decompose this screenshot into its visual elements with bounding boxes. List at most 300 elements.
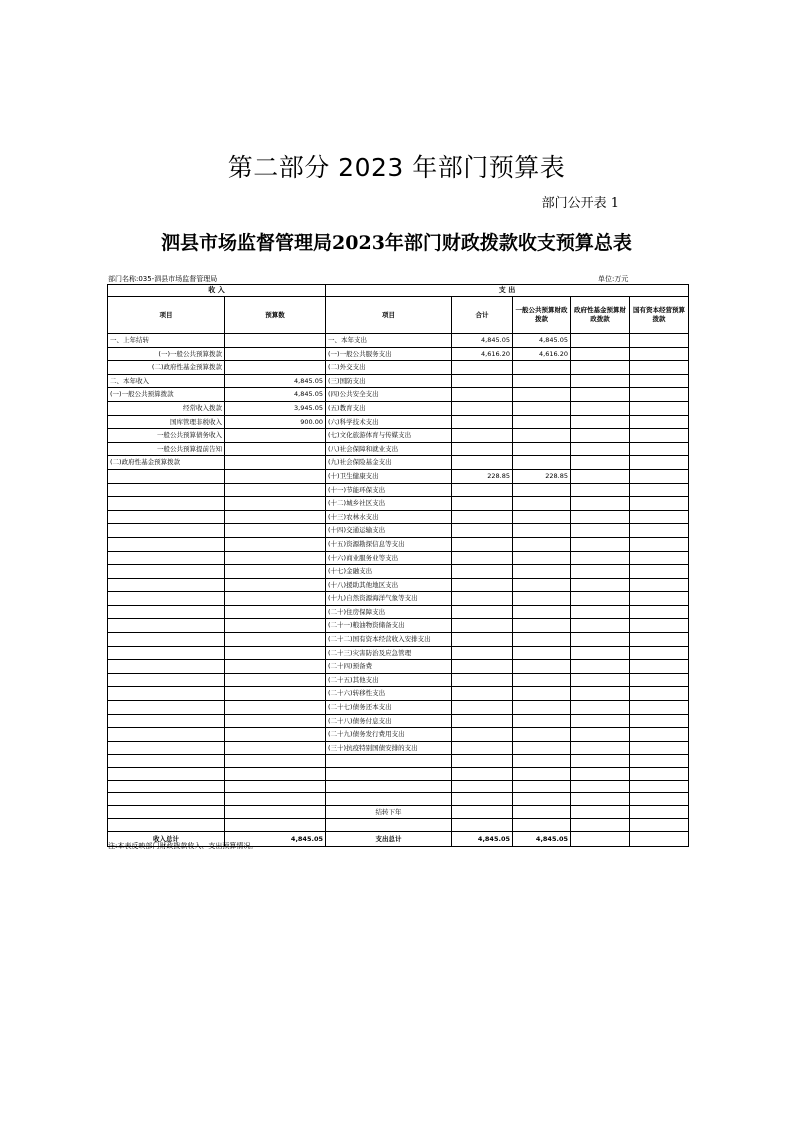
income-amount-cell [225,578,326,592]
expense-general-cell [513,401,571,415]
table-row [108,537,689,551]
expense-capital-cell [630,714,689,728]
expense-capital-cell [630,805,689,819]
income-amount-cell [225,819,326,832]
expense-item-cell [326,780,452,793]
expense-fund-cell [571,646,630,660]
table-row [108,819,689,832]
expense-capital-cell [630,619,689,633]
expense-total-cell [452,497,513,511]
expense-total-cell [452,565,513,579]
expense-capital-cell [630,605,689,619]
income-total-label: 收入总计 [108,831,225,846]
income-item-cell: 一、上年结转 [108,334,225,348]
income-item-cell [108,701,225,715]
income-item-cell [108,524,225,538]
table-row [108,334,689,348]
income-amount-cell [225,780,326,793]
expense-item-cell: (十一)节能环保支出 [326,483,452,497]
income-item-cell: 二、本年收入 [108,374,225,388]
expense-fund-cell [571,334,630,348]
expense-item-cell: (五)教育支出 [326,401,452,415]
expense-item-cell: (二)外交支出 [326,361,452,375]
expense-capital-cell [630,334,689,348]
income-amount-cell [225,442,326,456]
expense-item-cell: (二十一)粮油物资储备支出 [326,619,452,633]
expense-fund-cell [571,673,630,687]
income-amount-cell [225,728,326,742]
expense-capital-cell [630,673,689,687]
expense-total-cell [452,442,513,456]
main-title: 泗县市场监督管理局2023年部门财政拨款收支预算总表 [161,232,632,254]
expense-capital-cell [630,429,689,443]
expense-general-cell [513,780,571,793]
expense-capital-cell [630,442,689,456]
expense-capital-cell [630,793,689,806]
expense-general-cell [513,483,571,497]
income-item-cell: 一般公共预算提前告知 [108,442,225,456]
expense-capital-cell [630,768,689,781]
income-item-cell: (一)一般公共预算拨款 [108,347,225,361]
expense-capital-cell [630,347,689,361]
income-item-cell: (二)政府性基金预算拨款 [108,456,225,470]
expense-fund-cell [571,660,630,674]
income-amount-cell [225,551,326,565]
table-row [108,578,689,592]
expense-capital-cell [630,646,689,660]
expense-item-cell: (十九)自然资源海洋气象等支出 [326,592,452,606]
table-row [108,469,689,483]
expense-fund-cell [571,469,630,483]
expense-capital-cell [630,741,689,755]
income-item-cell [108,768,225,781]
income-item-cell [108,714,225,728]
expense-total-cell [452,768,513,781]
income-item-cell [108,605,225,619]
expense-fund-cell [571,755,630,768]
budget-summary-table [107,284,689,847]
expense-item-cell: (二十九)债务发行费用支出 [326,728,452,742]
expense-item-cell [326,819,452,832]
expense-general-cell [513,646,571,660]
income-item-cell [108,592,225,606]
expense-fund-cell [571,592,630,606]
table-row [108,565,689,579]
expense-general-cell [513,660,571,674]
expense-fund-cell [571,741,630,755]
expense-capital-cell [630,524,689,538]
expense-total-cell [452,429,513,443]
expense-general-cell [513,510,571,524]
income-amount-cell [225,619,326,633]
expense-total-cell [452,510,513,524]
col-state-capital: 国有资本经营预算拨款 [630,297,689,334]
expense-total-cell [452,780,513,793]
income-item-cell: 一般公共预算债务收入 [108,429,225,443]
income-amount-cell [225,483,326,497]
income-amount-cell [225,347,326,361]
expense-item-cell: (二十七)债务还本支出 [326,701,452,715]
income-item-cell [108,793,225,806]
expense-total-cell [452,551,513,565]
expense-fund-cell [571,361,630,375]
expense-item-cell: (三)国防支出 [326,374,452,388]
income-amount-cell [225,469,326,483]
section-header-row [108,285,689,297]
expense-item-cell: (十七)金融支出 [326,565,452,579]
col-total: 合计 [452,297,513,334]
expense-total-cell [452,483,513,497]
expense-fund-cell [571,415,630,429]
income-amount-cell [225,429,326,443]
table-row [108,456,689,470]
expense-capital-cell [630,361,689,375]
expense-capital-cell [630,537,689,551]
expense-total-cell [452,741,513,755]
expense-capital-cell [630,633,689,647]
income-item-cell [108,510,225,524]
unit-label: 单位:万元 [598,275,629,283]
income-item-cell [108,805,225,819]
expense-item-cell: (一)一般公共服务支出 [326,347,452,361]
expense-capital-cell [630,701,689,715]
expense-capital-cell [630,592,689,606]
expense-fund-cell [571,456,630,470]
expense-item-cell: (六)科学技术支出 [326,415,452,429]
expense-total-cell [452,592,513,606]
expense-item-cell: (八)社会保障和就业支出 [326,442,452,456]
income-amount-cell [225,673,326,687]
expense-general-cell [513,578,571,592]
income-amount-cell: 4,845.05 [225,374,326,388]
income-amount-cell [225,334,326,348]
expense-general-cell [513,701,571,715]
expense-fund-cell [571,401,630,415]
expense-capital-cell [630,510,689,524]
income-item-cell: 国库管理非税收入 [108,415,225,429]
income-item-cell [108,780,225,793]
table-row [108,793,689,806]
income-item-cell [108,819,225,832]
expense-fund-cell [571,687,630,701]
expense-total-cell [452,619,513,633]
department-label: 部门名称:035-泗县市场监督管理局 [108,275,218,283]
expense-item-cell: (十)卫生健康支出 [326,469,452,483]
expense-item-cell: (三十)抗疫特别国债安排的支出 [326,741,452,755]
expense-total-cell [452,537,513,551]
table-row [108,374,689,388]
table-row [108,687,689,701]
income-item-cell [108,687,225,701]
income-amount-cell [225,456,326,470]
table-row [108,741,689,755]
table-row [108,551,689,565]
expense-fund-cell [571,714,630,728]
expense-fund-cell [571,578,630,592]
table-row [108,605,689,619]
income-item-cell [108,551,225,565]
expense-total: 4,845.05 [452,831,513,846]
table-row [108,347,689,361]
expense-total-cell [452,374,513,388]
expense-general-cell [513,497,571,511]
expense-fund-cell [571,388,630,402]
expense-total-cell [452,633,513,647]
expense-general-cell [513,633,571,647]
expense-general-cell [513,388,571,402]
expense-item-cell [326,755,452,768]
expense-total-general: 4,845.05 [513,831,571,846]
income-amount-cell [225,633,326,647]
expense-capital-cell [630,483,689,497]
col-expense-item: 项目 [326,297,452,334]
income-amount-cell [225,714,326,728]
expense-capital-cell [630,388,689,402]
expense-general-cell [513,619,571,633]
income-total-amount: 4,845.05 [225,831,326,846]
expense-capital-cell [630,415,689,429]
expense-total-cell [452,687,513,701]
income-amount-cell [225,793,326,806]
expense-general-cell [513,592,571,606]
expense-item-cell: (二十)住房保障支出 [326,605,452,619]
income-item-cell [108,497,225,511]
expense-general-cell [513,819,571,832]
income-amount-cell [225,701,326,715]
table-row [108,805,689,819]
expense-general-cell [513,524,571,538]
table-row [108,673,689,687]
income-header: 收 入 [108,285,326,297]
income-item-cell [108,537,225,551]
income-amount-cell [225,768,326,781]
income-amount-cell [225,605,326,619]
income-item-cell [108,646,225,660]
table-row [108,497,689,511]
expense-total-cell [452,361,513,375]
expense-general-cell [513,565,571,579]
income-item-cell [108,673,225,687]
table-row [108,388,689,402]
expense-general-cell [513,687,571,701]
expense-general-cell [513,741,571,755]
expense-capital-cell [630,456,689,470]
table-body [108,334,689,832]
expense-total-cell [452,714,513,728]
expense-general-cell [513,768,571,781]
expense-header: 支 出 [326,285,689,297]
expense-item-cell: (十六)商业服务业等支出 [326,551,452,565]
income-item-cell [108,660,225,674]
expense-total-cell [452,605,513,619]
expense-total-cell [452,660,513,674]
income-item-cell [108,619,225,633]
income-amount-cell [225,592,326,606]
expense-fund-cell [571,805,630,819]
income-amount-cell [225,755,326,768]
table-row [108,442,689,456]
income-item-cell [108,728,225,742]
table-row [108,728,689,742]
expense-total-fund [571,831,630,846]
expense-general-cell: 228.85 [513,469,571,483]
table-row [108,755,689,768]
expense-capital-cell [630,578,689,592]
table-row [108,415,689,429]
expense-item-cell: (二十五)其他支出 [326,673,452,687]
expense-fund-cell [571,768,630,781]
expense-total-cell: 4,845.05 [452,334,513,348]
table-row [108,660,689,674]
income-amount-cell [225,524,326,538]
table-row [108,646,689,660]
expense-total-cell [452,805,513,819]
expense-fund-cell [571,605,630,619]
expense-total-cell: 228.85 [452,469,513,483]
expense-fund-cell [571,819,630,832]
expense-item-cell: (十五)资源勘探信息等支出 [326,537,452,551]
income-item-cell: (一)一般公共预算拨款 [108,388,225,402]
expense-general-cell [513,755,571,768]
expense-fund-cell [571,633,630,647]
expense-capital-cell [630,565,689,579]
expense-fund-cell [571,429,630,443]
col-gov-fund: 政府性基金预算财政拨款 [571,297,630,334]
expense-item-cell: (十八)援助其他地区支出 [326,578,452,592]
expense-total-cell [452,755,513,768]
expense-item-cell: (二十二)国有资本经营收入安排支出 [326,633,452,647]
expense-total-cell [452,646,513,660]
expense-item-cell: 一、本年支出 [326,334,452,348]
income-amount-cell [225,741,326,755]
expense-item-cell: (二十八)债务付息支出 [326,714,452,728]
expense-general-cell [513,605,571,619]
expense-fund-cell [571,793,630,806]
income-item-cell: 经常收入拨款 [108,401,225,415]
expense-total-cell [452,388,513,402]
expense-fund-cell [571,619,630,633]
expense-item-cell [326,768,452,781]
table-row [108,361,689,375]
table-row [108,619,689,633]
expense-total-cell [452,456,513,470]
expense-item-cell: (二十六)转移性支出 [326,687,452,701]
expense-total-cell [452,673,513,687]
expense-fund-cell [571,497,630,511]
col-income-item: 项目 [108,297,225,334]
expense-general-cell [513,361,571,375]
expense-general-cell [513,374,571,388]
table-row [108,780,689,793]
expense-general-cell [513,714,571,728]
expense-fund-cell [571,551,630,565]
table-number: 部门公开表 1 [541,196,619,211]
income-amount-cell: 3,945.05 [225,401,326,415]
table-row [108,510,689,524]
part-title: 第二部分 2023 年部门预算表 [227,153,566,182]
expense-general-cell [513,551,571,565]
expense-total-cell [452,524,513,538]
expense-general-cell [513,728,571,742]
expense-fund-cell [571,374,630,388]
expense-total-cell [452,578,513,592]
income-amount-cell [225,510,326,524]
expense-fund-cell [571,510,630,524]
expense-general-cell [513,793,571,806]
expense-fund-cell [571,780,630,793]
expense-total-cell [452,793,513,806]
footnote: 注:本表反映部门财政拨款收入、支出预算情况。 [108,842,258,850]
income-amount-cell [225,660,326,674]
income-item-cell [108,741,225,755]
table-row [108,483,689,497]
expense-item-cell: (九)社会保险基金支出 [326,456,452,470]
expense-general-cell: 4,616.20 [513,347,571,361]
income-item-cell [108,578,225,592]
column-header-row [108,297,689,334]
income-amount-cell [225,497,326,511]
income-amount-cell [225,687,326,701]
expense-fund-cell [571,524,630,538]
expense-capital-cell [630,469,689,483]
expense-general-cell [513,456,571,470]
income-item-cell [108,633,225,647]
expense-item-cell: (七)文化旅游体育与传媒支出 [326,429,452,443]
expense-fund-cell [571,728,630,742]
expense-capital-cell [630,374,689,388]
income-item-cell [108,565,225,579]
col-income-amount: 预算数 [225,297,326,334]
expense-item-cell [326,793,452,806]
expense-capital-cell [630,660,689,674]
expense-general-cell [513,429,571,443]
income-amount-cell [225,361,326,375]
table-row [108,768,689,781]
expense-capital-cell [630,551,689,565]
expense-fund-cell [571,537,630,551]
expense-fund-cell [571,701,630,715]
table-row [108,429,689,443]
expense-capital-cell [630,819,689,832]
expense-fund-cell [571,565,630,579]
expense-fund-cell [571,347,630,361]
expense-total-cell [452,415,513,429]
income-amount-cell: 900.00 [225,415,326,429]
expense-item-cell: 结转下年 [326,805,452,819]
expense-total-cell: 4,616.20 [452,347,513,361]
expense-fund-cell [571,442,630,456]
income-item-cell [108,483,225,497]
expense-general-cell [513,805,571,819]
expense-capital-cell [630,401,689,415]
expense-item-cell: (十三)农林水支出 [326,510,452,524]
expense-fund-cell [571,483,630,497]
table-row [108,524,689,538]
expense-general-cell [513,537,571,551]
income-item-cell [108,755,225,768]
income-amount-cell [225,805,326,819]
expense-general-cell [513,415,571,429]
income-amount-cell: 4,845.05 [225,388,326,402]
income-item-cell: (二)政府性基金预算拨款 [108,361,225,375]
expense-total-cell [452,701,513,715]
table-row [108,592,689,606]
expense-item-cell: (四)公共安全支出 [326,388,452,402]
expense-capital-cell [630,497,689,511]
expense-total-label: 支出总计 [326,831,452,846]
expense-capital-cell [630,780,689,793]
table-row [108,714,689,728]
